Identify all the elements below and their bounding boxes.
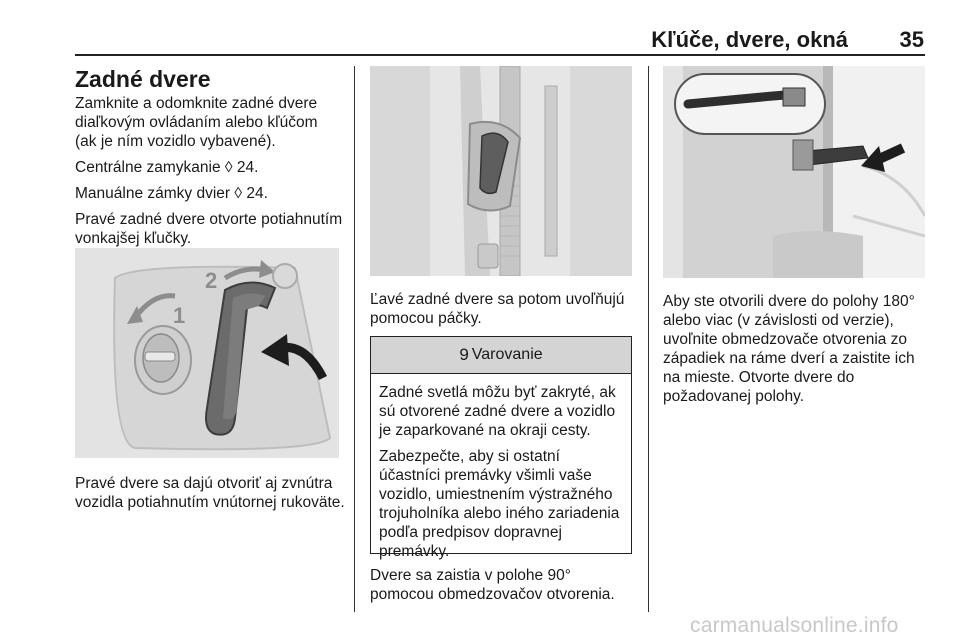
warning-icon: 9 [459,345,469,364]
col1-paragraph-5: Pravé dvere sa dajú otvoriť aj zvnútra vozidla potiahnutím vnútornej rukoväte. [75,475,345,511]
section-heading: Zadné dvere [75,66,211,92]
column-3 [663,292,931,413]
col2-paragraph-2: Dvere sa zaistia v polohe 90° pomocou obmedzovačov otvorenia. [370,567,615,603]
col2-paragraph-1: Ľavé zadné dvere sa potom uvoľňujú pomocou páčky. [370,291,625,327]
warning-title: Varovanie [471,346,543,363]
warning-box [370,336,632,560]
col1-paragraph-2: Centrálne zamykanie ◊ 24. [75,159,259,176]
warning-paragraph-2: Zabezpečte, aby si ostatní účastníci premávky všimli vaše vozidlo, umiestnením výstražného trojuholníka alebo iného zariadenia podľa predpisov dopravnej premávky. [379,448,620,560]
page-number: 35 [899,27,924,52]
header-rule [75,54,925,56]
column-2-top [370,290,634,335]
col1-paragraph-4: Pravé zadné dvere otvorte potiahnutím vonkajšej kľučky. [75,211,343,247]
door-check-illustration [663,66,925,278]
warning-paragraph-1: Zadné svetlá môžu byť zakryté, ak sú otvorené zadné dvere a vozidlo je zaparkované na okraji cesty. [379,384,616,439]
column-divider-2 [648,66,649,612]
column-divider-1 [354,66,355,612]
outer-handle-illustration [75,248,339,458]
col1-paragraph-1: Zamknite a odomknite zadné dvere diaľkovým ovládaním alebo kľúčom (ak je ním vozidlo vybavené). [75,95,318,150]
watermark: carmanualsonline.info [690,614,899,637]
warning-header [371,337,631,374]
col3-paragraph-1: Aby ste otvorili dvere do polohy 180° alebo viac (v závislosti od verzie), uvoľnite obmedzovače otvorenia zo západiek na ráme dverí a zaistite ich na mieste. Otvorte dvere do požadovanej polohy. [663,293,915,405]
running-header-title: Kľúče, dvere, okná [651,27,848,52]
column-2-bottom [370,566,634,611]
lever-illustration [370,66,632,276]
column-1 [75,66,343,255]
label-one: 1 [173,303,186,328]
warning-body [371,374,631,561]
label-two: 2 [205,268,218,293]
col1-paragraph-3: Manuálne zámky dvier ◊ 24. [75,185,268,202]
column-1-lower [75,474,345,519]
